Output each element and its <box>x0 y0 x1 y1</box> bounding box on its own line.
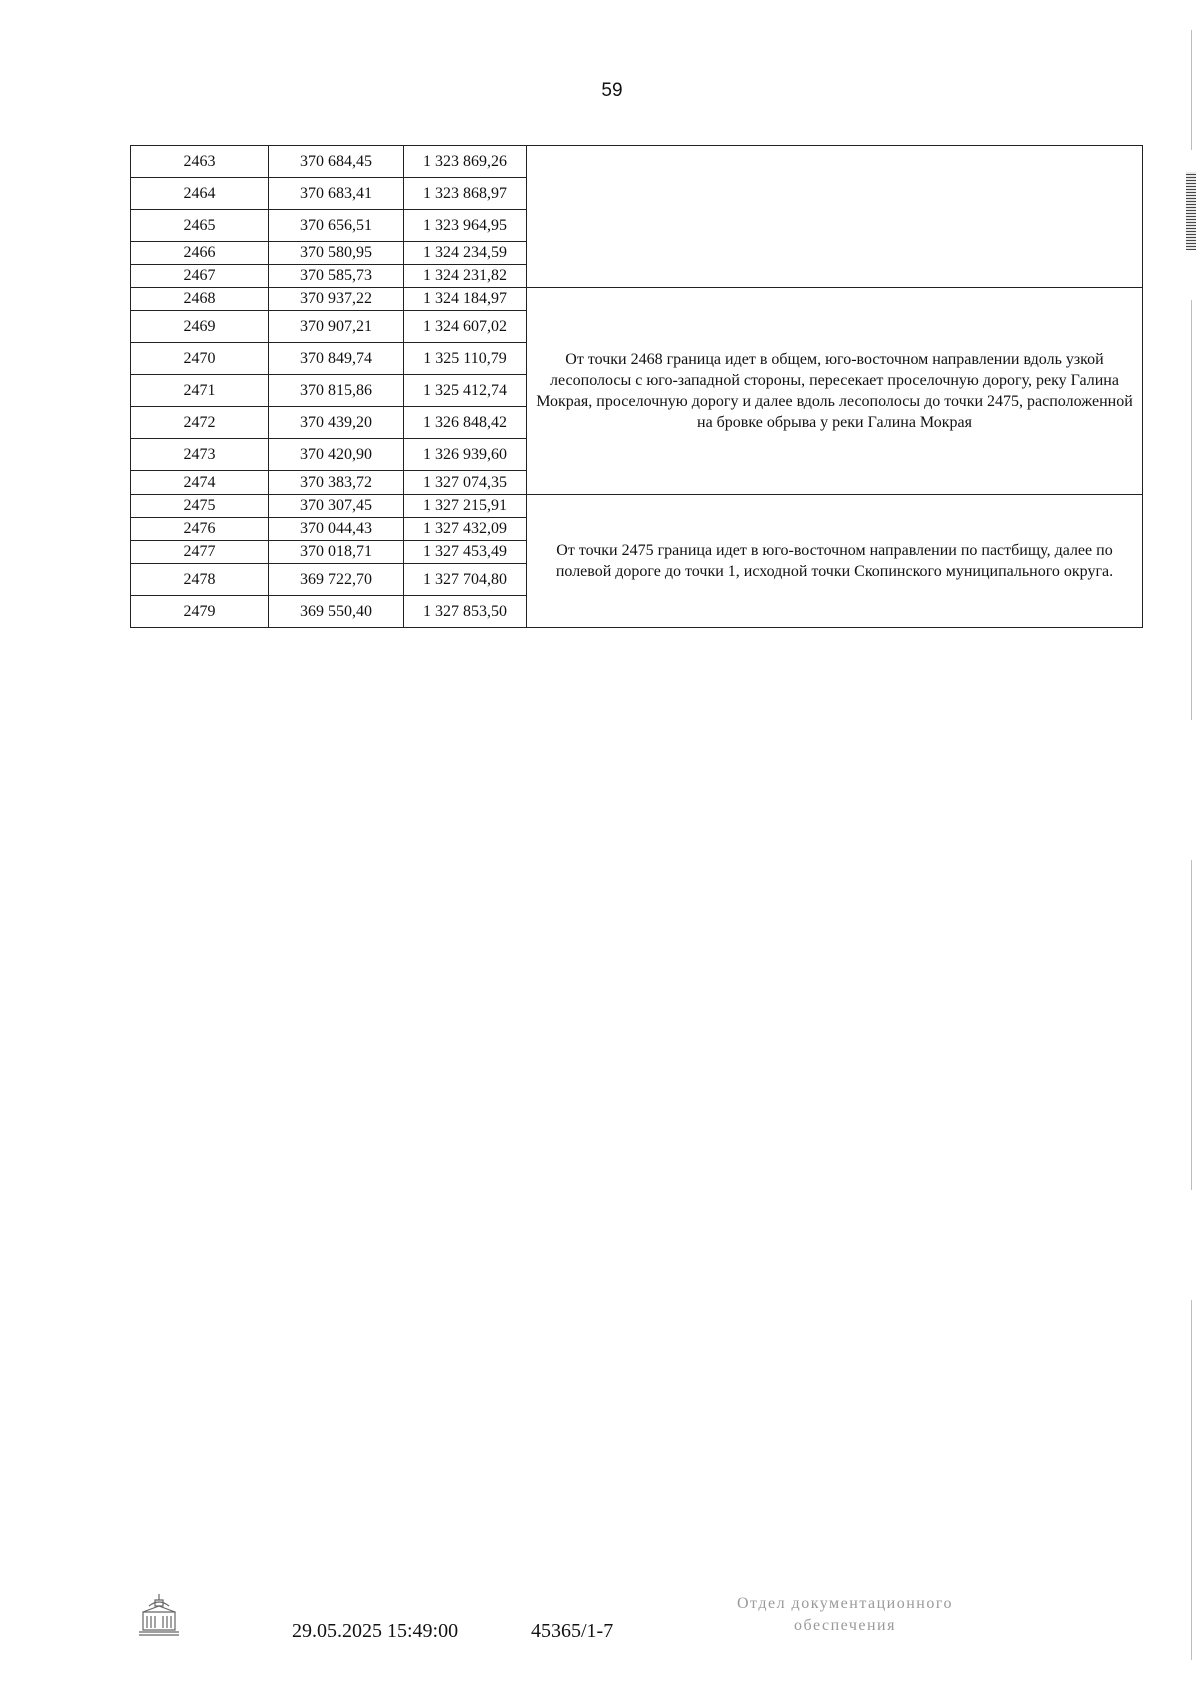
y-coordinate-cell: 1 327 432,09 <box>404 518 527 541</box>
point-number-cell: 2467 <box>131 265 269 288</box>
point-number-cell: 2470 <box>131 343 269 375</box>
description-cell <box>527 146 1143 288</box>
x-coordinate-cell: 370 580,95 <box>269 242 404 265</box>
point-number-cell: 2466 <box>131 242 269 265</box>
y-coordinate-cell: 1 327 074,35 <box>404 471 527 495</box>
scan-edge-line <box>1191 30 1192 150</box>
x-coordinate-cell: 370 849,74 <box>269 343 404 375</box>
x-coordinate-cell: 370 420,90 <box>269 439 404 471</box>
scan-edge-line <box>1191 300 1192 720</box>
x-coordinate-cell: 370 439,20 <box>269 407 404 439</box>
x-coordinate-cell: 370 683,41 <box>269 178 404 210</box>
x-coordinate-cell: 369 550,40 <box>269 596 404 628</box>
x-coordinate-cell: 370 937,22 <box>269 288 404 311</box>
y-coordinate-cell: 1 327 853,50 <box>404 596 527 628</box>
point-number-cell: 2473 <box>131 439 269 471</box>
description-cell: От точки 2468 граница идет в общем, юго-восточном направлении вдоль узкой лесополосы с юго-западной стороны, пересекает проселочную дорогу, реку Галина Мокрая, проселочную дорогу и далее вдоль лесополосы до точки 2475, расположенной на бровке обрыва у реки Галина Мокрая <box>527 288 1143 495</box>
footer-document-number: 45365/1-7 <box>531 1620 614 1642</box>
table-row <box>131 146 1143 178</box>
coordinates-table <box>130 145 1143 628</box>
x-coordinate-cell: 370 907,21 <box>269 311 404 343</box>
y-coordinate-cell: 1 326 939,60 <box>404 439 527 471</box>
x-coordinate-cell: 370 585,73 <box>269 265 404 288</box>
point-number-cell: 2472 <box>131 407 269 439</box>
coordinates-table-container <box>130 145 1142 628</box>
x-coordinate-cell: 370 044,43 <box>269 518 404 541</box>
point-number-cell: 2471 <box>131 375 269 407</box>
y-coordinate-cell: 1 323 868,97 <box>404 178 527 210</box>
y-coordinate-cell: 1 323 964,95 <box>404 210 527 242</box>
point-number-cell: 2464 <box>131 178 269 210</box>
scan-edge-line <box>1191 860 1192 1190</box>
x-coordinate-cell: 369 722,70 <box>269 564 404 596</box>
x-coordinate-cell: 370 815,86 <box>269 375 404 407</box>
point-number-cell: 2474 <box>131 471 269 495</box>
point-number-cell: 2476 <box>131 518 269 541</box>
scan-edge-decoration <box>1184 0 1200 1695</box>
x-coordinate-cell: 370 656,51 <box>269 210 404 242</box>
point-number-cell: 2468 <box>131 288 269 311</box>
department-stamp <box>700 1593 990 1636</box>
y-coordinate-cell: 1 324 231,82 <box>404 265 527 288</box>
point-number-cell: 2478 <box>131 564 269 596</box>
y-coordinate-cell: 1 327 704,80 <box>404 564 527 596</box>
page-number: 59 <box>601 80 623 101</box>
y-coordinate-cell: 1 324 607,02 <box>404 311 527 343</box>
y-coordinate-cell: 1 327 453,49 <box>404 541 527 564</box>
description-cell: От точки 2475 граница идет в юго-восточном направлении по пастбищу, далее по полевой дороге до точки 1, исходной точки Скопинского муниципального округа. <box>527 495 1143 628</box>
point-number-cell: 2469 <box>131 311 269 343</box>
point-number-cell: 2479 <box>131 596 269 628</box>
y-coordinate-cell: 1 325 110,79 <box>404 343 527 375</box>
point-number-cell: 2463 <box>131 146 269 178</box>
y-coordinate-cell: 1 327 215,91 <box>404 495 527 518</box>
table-row <box>131 288 1143 311</box>
stamp-line-2: обеспечения <box>794 1616 896 1634</box>
x-coordinate-cell: 370 383,72 <box>269 471 404 495</box>
y-coordinate-cell: 1 323 869,26 <box>404 146 527 178</box>
scan-edge-line <box>1191 1300 1192 1660</box>
stamp-line-1: Отдел документационного <box>736 1595 954 1612</box>
point-number-cell: 2477 <box>131 541 269 564</box>
building-logo-icon <box>135 1590 183 1638</box>
y-coordinate-cell: 1 324 234,59 <box>404 242 527 265</box>
y-coordinate-cell: 1 324 184,97 <box>404 288 527 311</box>
point-number-cell: 2475 <box>131 495 269 518</box>
x-coordinate-cell: 370 307,45 <box>269 495 404 518</box>
x-coordinate-cell: 370 684,45 <box>269 146 404 178</box>
point-number-cell: 2465 <box>131 210 269 242</box>
x-coordinate-cell: 370 018,71 <box>269 541 404 564</box>
table-row <box>131 495 1143 518</box>
y-coordinate-cell: 1 325 412,74 <box>404 375 527 407</box>
scan-edge-mark <box>1186 172 1196 250</box>
footer-date: 29.05.2025 15:49:00 <box>292 1620 459 1642</box>
y-coordinate-cell: 1 326 848,42 <box>404 407 527 439</box>
